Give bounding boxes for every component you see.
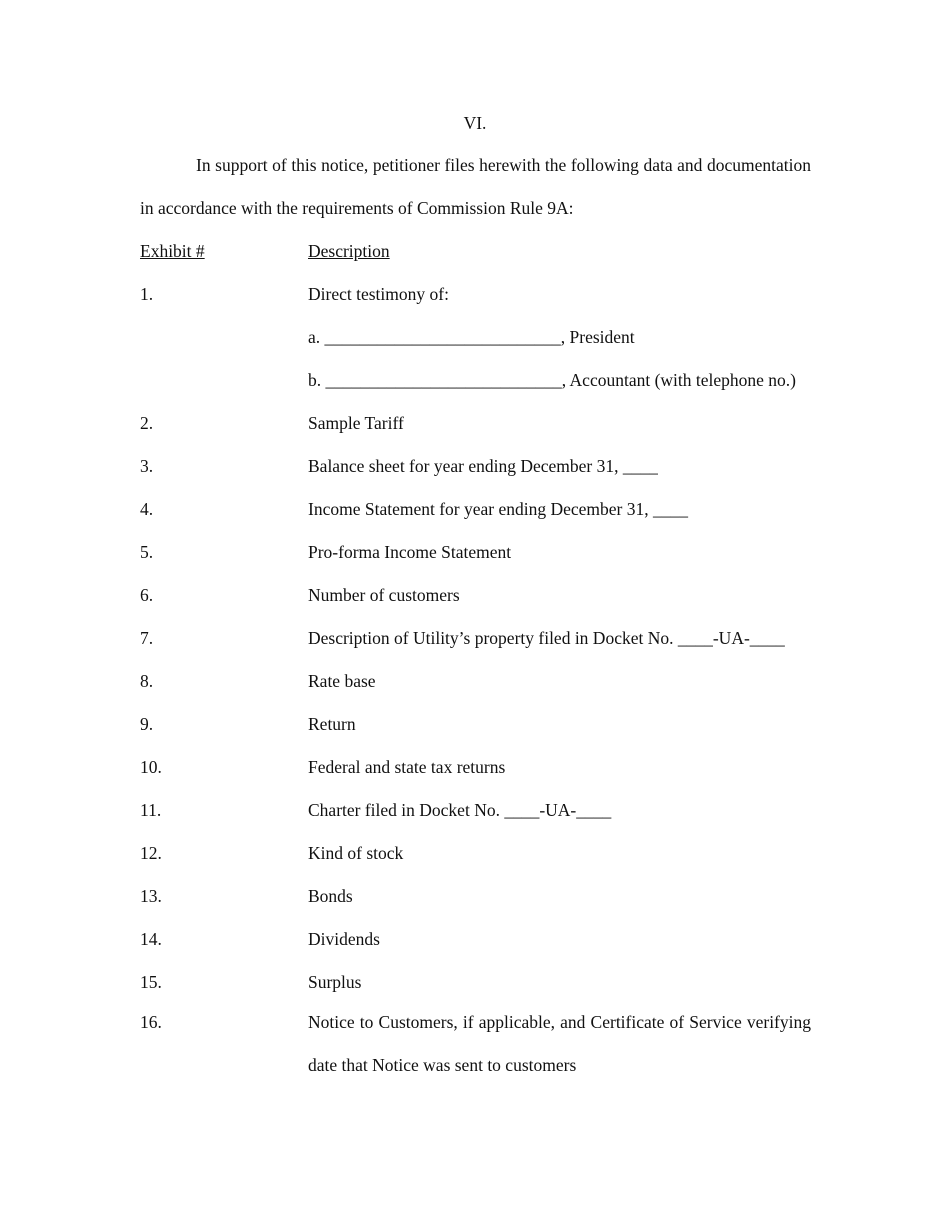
exhibit-row	[140, 316, 811, 359]
exhibit-row	[140, 789, 811, 832]
exhibit-description: Return	[308, 714, 356, 734]
exhibit-number: 1.	[140, 284, 154, 304]
exhibit-number: 15.	[140, 972, 162, 992]
exhibit-row	[140, 402, 811, 445]
exhibit-description: Description of Utility’s property filed in Docket No. ____-UA-____	[308, 628, 785, 648]
exhibit-row	[140, 660, 811, 703]
exhibit-number: 16.	[140, 1012, 162, 1032]
exhibit-row	[140, 359, 811, 402]
exhibit-subitem-description: b. ___________________________, Accountant (with telephone no.)	[308, 370, 796, 390]
exhibit-row	[140, 1001, 811, 1087]
exhibit-description: Rate base	[308, 671, 376, 691]
exhibit-description: Charter filed in Docket No. ____-UA-____	[308, 800, 612, 820]
exhibit-row	[140, 617, 811, 660]
exhibit-number: 13.	[140, 886, 162, 906]
exhibit-description: Number of customers	[308, 585, 460, 605]
exhibit-number: 5.	[140, 542, 154, 562]
exhibit-number: 8.	[140, 671, 154, 691]
exhibit-number: 12.	[140, 843, 162, 863]
exhibit-number: 2.	[140, 413, 154, 433]
intro-paragraph: In support of this notice, petitioner files herewith the following data and documentation in accordance with the requirements of Commission Rule 9A:	[140, 155, 811, 218]
exhibit-description: Kind of stock	[308, 843, 404, 863]
exhibit-column-header: Exhibit #	[140, 241, 205, 261]
exhibit-description: Sample Tariff	[308, 413, 404, 433]
exhibit-row	[140, 273, 811, 316]
exhibit-number: 3.	[140, 456, 154, 476]
exhibit-description: Surplus	[308, 972, 362, 992]
exhibit-number: 9.	[140, 714, 154, 734]
exhibit-description: Balance sheet for year ending December 31, ____	[308, 456, 658, 476]
exhibit-subitem-description: a. ___________________________, President	[308, 327, 635, 347]
column-header-row	[140, 230, 811, 273]
exhibit-description: Income Statement for year ending December 31, ____	[308, 499, 689, 519]
exhibit-number: 4.	[140, 499, 154, 519]
exhibit-row	[140, 445, 811, 488]
exhibit-number: 14.	[140, 929, 162, 949]
exhibit-description: Pro-forma Income Statement	[308, 542, 512, 562]
exhibit-description: Federal and state tax returns	[308, 757, 506, 777]
exhibit-number: 10.	[140, 757, 162, 777]
section-heading: VI.	[463, 113, 487, 133]
exhibit-row	[140, 746, 811, 789]
exhibit-row	[140, 574, 811, 617]
exhibit-row	[140, 875, 811, 918]
exhibit-description: Dividends	[308, 929, 380, 949]
exhibit-description: Bonds	[308, 886, 353, 906]
exhibit-description: Direct testimony of:	[308, 284, 449, 304]
exhibit-row	[140, 832, 811, 875]
exhibit-row	[140, 703, 811, 746]
exhibit-row	[140, 918, 811, 961]
exhibit-description: Notice to Customers, if applicable, and Certificate of Service verifying date that Notice was sent to customers	[308, 1012, 811, 1075]
exhibit-number: 6.	[140, 585, 154, 605]
exhibit-number: 11.	[140, 800, 162, 820]
exhibit-row	[140, 488, 811, 531]
description-column-header: Description	[308, 241, 390, 261]
exhibit-row	[140, 531, 811, 574]
exhibit-row	[140, 961, 811, 1004]
exhibit-number: 7.	[140, 628, 154, 648]
